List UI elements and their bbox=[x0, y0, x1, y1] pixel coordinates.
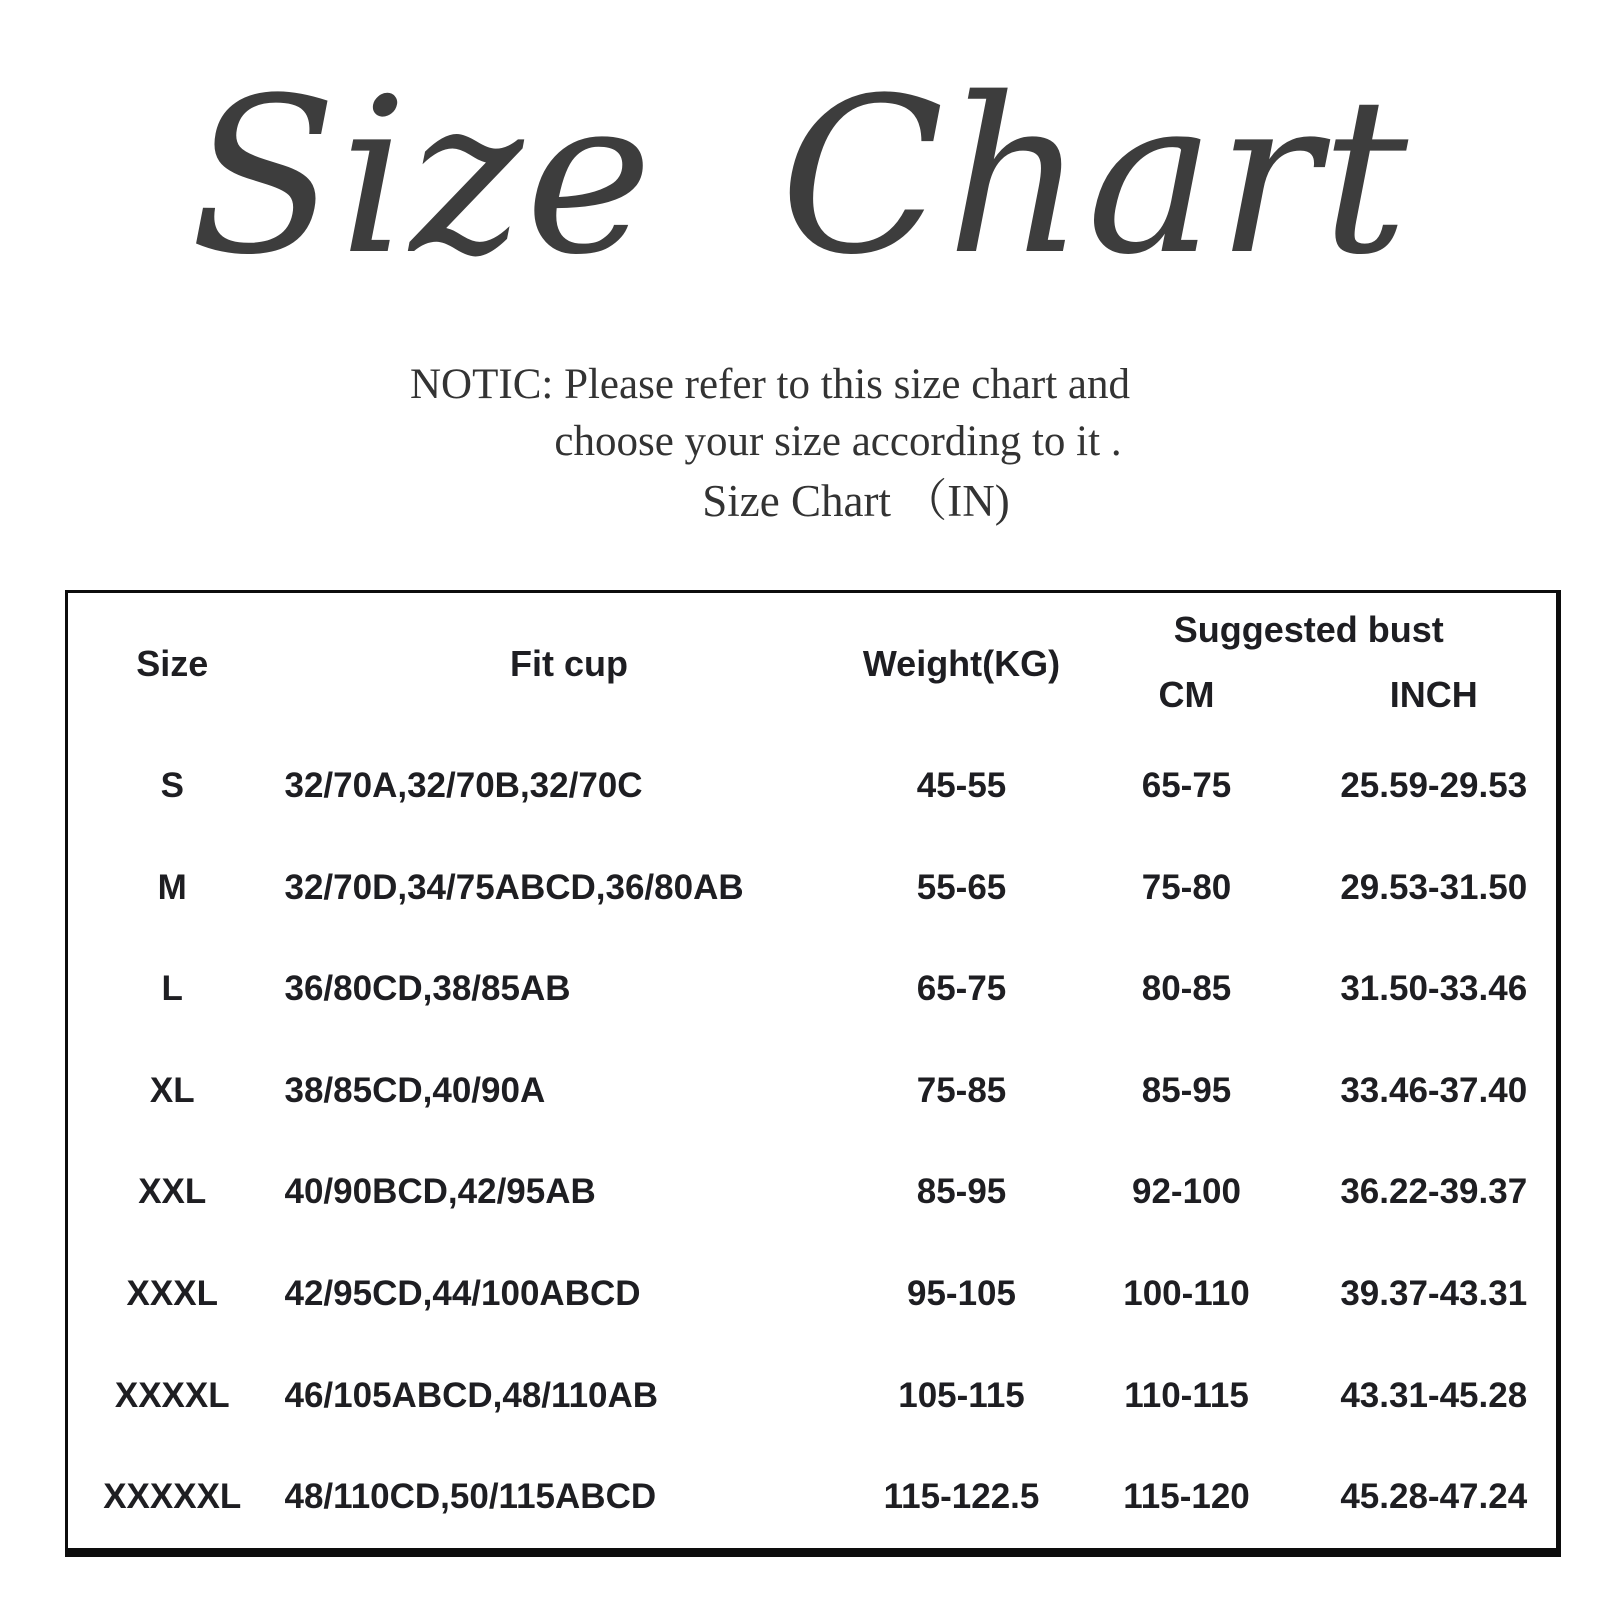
cell-size: XXL bbox=[138, 1172, 207, 1212]
size-table-header bbox=[67, 592, 1559, 736]
header-size: Size bbox=[136, 643, 209, 685]
cell-bust-cm: 65-75 bbox=[1141, 766, 1232, 806]
cell-weight-kg: 95-105 bbox=[907, 1274, 1016, 1313]
cell-fit-cup: 48/110CD,50/115ABCD bbox=[284, 1477, 657, 1517]
cell-size: XXXXL bbox=[114, 1375, 230, 1415]
cell-weight-kg: 55-65 bbox=[916, 867, 1007, 907]
header-weight-kg: Weight(KG) bbox=[862, 643, 1061, 685]
table-row bbox=[67, 1243, 1559, 1345]
cell-weight-kg: 45-55 bbox=[916, 766, 1007, 806]
cell-fit-cup: 36/80CD,38/85AB bbox=[284, 969, 571, 1009]
header-suggested-bust: Suggested bust bbox=[1173, 609, 1444, 651]
cell-fit-cup: 32/70D,34/75ABCD,36/80AB bbox=[284, 867, 744, 907]
cell-bust-cm: 115-120 bbox=[1123, 1477, 1250, 1517]
cell-weight-kg: 105-115 bbox=[898, 1375, 1025, 1415]
cell-weight-kg: 115-122.5 bbox=[883, 1477, 1040, 1517]
cell-weight-kg: 75-85 bbox=[916, 1070, 1007, 1110]
table-row bbox=[67, 1446, 1559, 1552]
table-row bbox=[67, 1142, 1559, 1244]
cell-bust-inch: 36.22-39.37 bbox=[1340, 1172, 1528, 1212]
cell-weight-kg: 85-95 bbox=[916, 1172, 1007, 1212]
cell-bust-cm: 100-110 bbox=[1123, 1274, 1250, 1313]
size-table-body bbox=[67, 736, 1559, 1553]
cell-size: S bbox=[160, 766, 184, 806]
cell-bust-cm: 110-115 bbox=[1124, 1375, 1249, 1415]
cell-bust-inch: 45.28-47.24 bbox=[1340, 1477, 1528, 1517]
cell-weight-kg: 65-75 bbox=[916, 969, 1007, 1009]
cell-size: M bbox=[157, 867, 187, 907]
size-table bbox=[65, 590, 1561, 1557]
cell-bust-inch: 33.46-37.40 bbox=[1340, 1070, 1528, 1110]
cell-bust-inch: 39.37-43.31 bbox=[1340, 1274, 1528, 1313]
table-row bbox=[67, 939, 1559, 1041]
cell-bust-cm: 75-80 bbox=[1141, 867, 1232, 907]
table-row bbox=[67, 837, 1559, 939]
cell-bust-inch: 43.31-45.28 bbox=[1340, 1375, 1528, 1415]
header-cm: CM bbox=[1158, 673, 1215, 715]
cell-size: XL bbox=[149, 1070, 195, 1110]
cell-fit-cup: 42/95CD,44/100ABCD bbox=[284, 1274, 641, 1313]
cell-bust-cm: 92-100 bbox=[1132, 1172, 1241, 1212]
notice-block bbox=[0, 356, 1600, 530]
header-fit-cup: Fit cup bbox=[510, 643, 628, 685]
notice-line-1: NOTIC: Please refer to this size chart and bbox=[410, 361, 1130, 408]
cell-bust-inch: 29.53-31.50 bbox=[1340, 867, 1528, 907]
cell-fit-cup: 32/70A,32/70B,32/70C bbox=[284, 766, 643, 806]
subtitle-size-chart-in: Size Chart （IN) bbox=[702, 476, 1010, 526]
table-row bbox=[67, 736, 1559, 838]
cell-bust-cm: 85-95 bbox=[1141, 1070, 1232, 1110]
header-inch: INCH bbox=[1389, 673, 1478, 715]
cell-fit-cup: 40/90BCD,42/95AB bbox=[284, 1172, 596, 1212]
cell-bust-cm: 80-85 bbox=[1141, 969, 1232, 1009]
table-row bbox=[67, 1345, 1559, 1447]
cell-fit-cup: 38/85CD,40/90A bbox=[284, 1070, 546, 1110]
cell-size: L bbox=[161, 969, 183, 1009]
header-row-top bbox=[67, 592, 1559, 654]
cell-bust-inch: 31.50-33.46 bbox=[1340, 969, 1528, 1009]
table-row bbox=[67, 1040, 1559, 1142]
notice-line-2: choose your size according to it . bbox=[554, 418, 1122, 465]
cell-size: XXXXXL bbox=[103, 1477, 242, 1517]
page-title: Size Chart bbox=[189, 51, 1411, 302]
cell-fit-cup: 46/105ABCD,48/110AB bbox=[284, 1375, 659, 1415]
cell-size: XXXL bbox=[126, 1274, 218, 1313]
cell-bust-inch: 25.59-29.53 bbox=[1340, 766, 1528, 806]
